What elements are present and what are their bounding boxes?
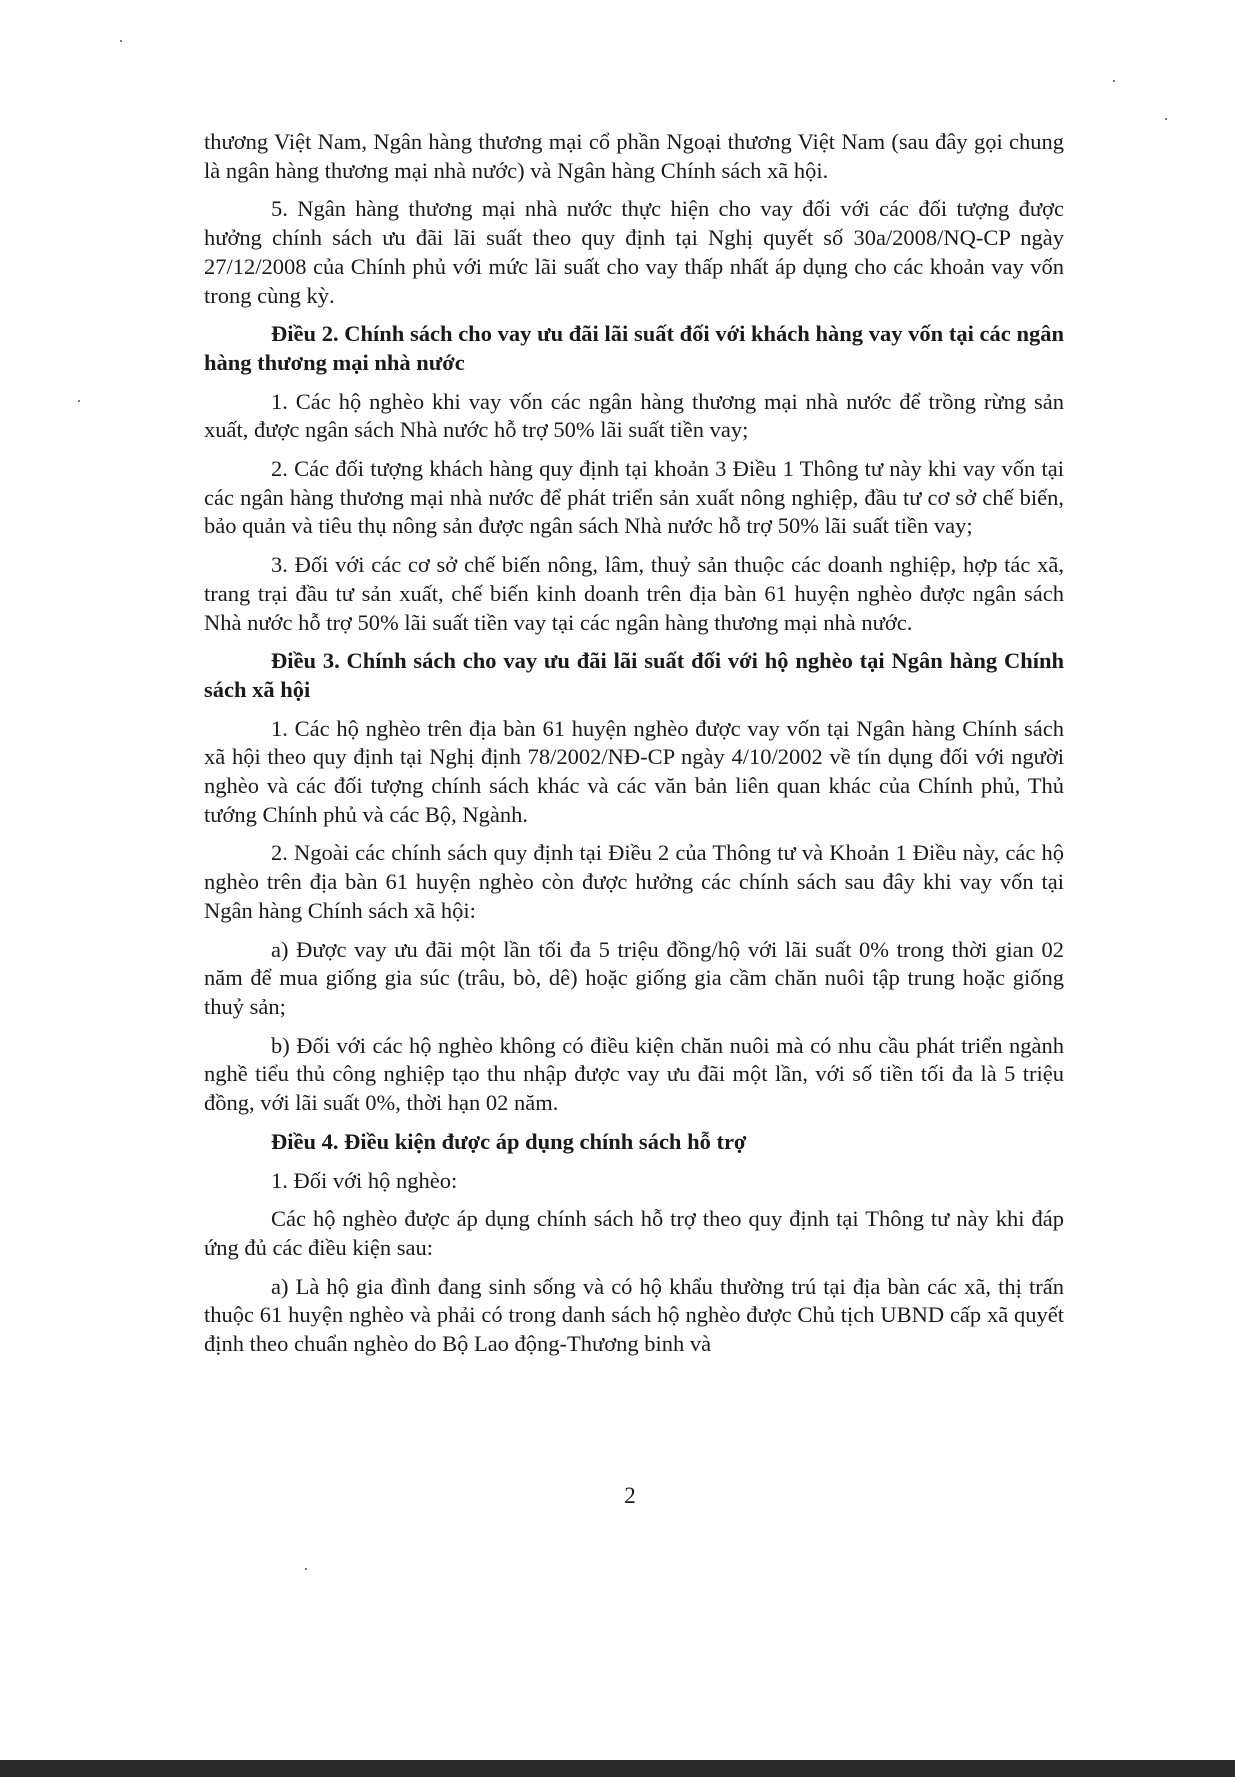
paragraph-article-3-item-a: a) Được vay ưu đãi một lần tối đa 5 triệu đồng/hộ với lãi suất 0% trong thời gian 02 năm để mua giống gia súc (trâu, bò, dê) hoặc giống gia cầm chăn nuôi tập trung hoặc giống thuỷ sản;	[204, 936, 1064, 1019]
scan-speck	[1113, 80, 1115, 82]
heading-article-2: Điều 2. Chính sách cho vay ưu đãi lãi suất đối với khách hàng vay vốn tại các ngân hàng thương mại nhà nước	[204, 321, 1064, 375]
scan-speck	[78, 400, 80, 402]
scan-bottom-edge	[0, 1760, 1235, 1777]
scan-speck	[305, 1568, 307, 1570]
paragraph-article-2-clause-3: 3. Đối với các cơ sở chế biến nông, lâm, thuỷ sản thuộc các doanh nghiệp, hợp tác xã, trang trại đầu tư sản xuất, chế biến kinh doanh trên địa bàn 61 huyện nghèo được ngân sách Nhà nước hỗ trợ 50% lãi suất tiền vay tại các ngân hàng thương mại nhà nước.	[204, 552, 1064, 635]
paragraph-clause-5: 5. Ngân hàng thương mại nhà nước thực hiện cho vay đối với các đối tượng được hưởng chính sách ưu đãi lãi suất theo quy định tại Nghị quyết số 30a/2008/NQ-CP ngày 27/12/2008 của Chính phủ với mức lãi suất cho vay thấp nhất áp dụng cho các khoản vay vốn trong cùng kỳ.	[204, 196, 1064, 308]
paragraph-continuation: thương Việt Nam, Ngân hàng thương mại cổ phần Ngoại thương Việt Nam (sau đây gọi chung là ngân hàng thương mại nhà nước) và Ngân hàng Chính sách xã hội.	[204, 129, 1064, 183]
paragraph-article-3-clause-1: 1. Các hộ nghèo trên địa bàn 61 huyện nghèo được vay vốn tại Ngân hàng Chính sách xã hội theo quy định tại Nghị định 78/2002/NĐ-CP ngày 4/10/2002 về tín dụng đối với người nghèo và các đối tượng chính sách khác và các văn bản liên quan khác của Chính phủ, Thủ tướng Chính phủ và các Bộ, Ngành.	[204, 715, 1064, 827]
heading-article-3: Điều 3. Chính sách cho vay ưu đãi lãi suất đối với hộ nghèo tại Ngân hàng Chính sách xã hội	[204, 648, 1064, 702]
page-number: 2	[624, 1483, 636, 1508]
scan-speck	[1165, 118, 1167, 120]
paragraph-article-3-clause-2: 2. Ngoài các chính sách quy định tại Điều 2 của Thông tư và Khoản 1 Điều này, các hộ nghèo trên địa bàn 61 huyện nghèo còn được hưởng các chính sách sau đây khi vay vốn tại Ngân hàng Chính sách xã hội:	[204, 840, 1064, 923]
paragraph-article-4-clause-1: 1. Đối với hộ nghèo:	[271, 1167, 458, 1193]
heading-article-4: Điều 4. Điều kiện được áp dụng chính sách hỗ trợ	[271, 1128, 747, 1154]
paragraph-article-2-clause-2: 2. Các đối tượng khách hàng quy định tại khoản 3 Điều 1 Thông tư này khi vay vốn tại các ngân hàng thương mại nhà nước để phát triển sản xuất nông nghiệp, đầu tư cơ sở chế biến, bảo quản và tiêu thụ nông sản được ngân sách Nhà nước hỗ trợ 50% lãi suất tiền vay;	[204, 456, 1064, 539]
paragraph-article-4-item-a: a) Là hộ gia đình đang sinh sống và có hộ khẩu thường trú tại địa bàn các xã, thị trấn thuộc 61 huyện nghèo và phải có trong danh sách hộ nghèo được Chủ tịch UBND cấp xã quyết định theo chuẩn nghèo do Bộ Lao động-Thương binh và	[204, 1273, 1064, 1357]
scan-speck	[120, 40, 122, 42]
document-body	[204, 128, 1064, 1369]
paragraph-article-3-item-b: b) Đối với các hộ nghèo không có điều kiện chăn nuôi mà có nhu cầu phát triển ngành nghề tiểu thủ công nghiệp tạo thu nhập được vay ưu đãi một lần, với số tiền tối đa là 5 triệu đồng, với lãi suất 0%, thời hạn 02 năm.	[204, 1032, 1064, 1116]
paragraph-article-2-clause-1: 1. Các hộ nghèo khi vay vốn các ngân hàng thương mại nhà nước để trồng rừng sản xuất, được ngân sách Nhà nước hỗ trợ 50% lãi suất tiền vay;	[204, 388, 1064, 443]
paragraph-article-4-conditions: Các hộ nghèo được áp dụng chính sách hỗ trợ theo quy định tại Thông tư này khi đáp ứng đủ các điều kiện sau:	[204, 1206, 1064, 1260]
